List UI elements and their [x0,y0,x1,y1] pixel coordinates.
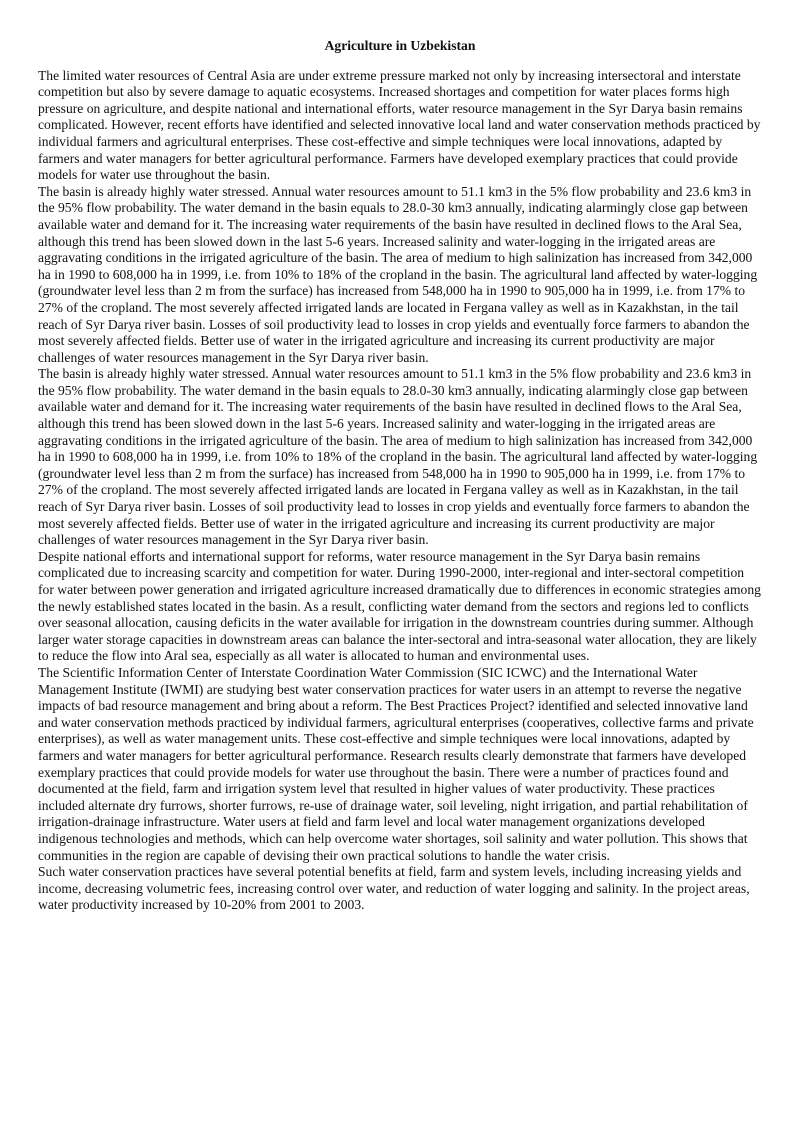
paragraph-national-efforts: Despite national efforts and international support for reforms, water resource management in the Syr Darya basin remains complicated due to increasing scarcity and competition for water. During 1990-2000, inter-regional and inter-sectoral competition for water between power generation and irrigated agriculture increased dramatically due to differences in economic strategies among the newly established states located in the basin. As a result, conflicting water demand from the sectors and regions led to conflicts over seasonal allocation, causing deficits in the water available for irrigation in the downstream countries during summer. Although larger water storage capacities in downstream areas can balance the inter-sectoral and intra-seasonal water allocation, they are likely to reduce the flow into Aral sea, especially as all water is allocated to human and environmental uses. [38,548,761,664]
paragraph-intro: The limited water resources of Central Asia are under extreme pressure marked not only by increasing intersectoral and interstate competition but also by severe damage to aquatic ecosystems. Increased shortages and competition for water places forms high pressure on agriculture, and despite national and international efforts, water resource management in the Syr Darya basin remains complicated. However, recent efforts have identified and selected innovative local land and water conservation methods practiced by individual farmers and agricultural enterprises. These cost-effective and simple techniques were local innovations, adapted by farmers and water managers for better agricultural performance. Farmers have developed exemplary practices that could provide models for water use throughout the basin. [38,67,761,183]
paragraph-sic-icwc-study: The Scientific Information Center of Interstate Coordination Water Commission (SIC ICWC) and the International Water Management Institute (IWMI) are studying best water conservation practices for water users in an attempt to reverse the negative impacts of bad resource management and bring about a reform. The Best Practices Project? identified and selected innovative land and water conservation methods practiced by individual farmers, agricultural enterprises (cooperatives, collective farms and private enterprises), as well as water management units. These cost-effective and simple techniques were local innovations, adapted by farmers and water managers for better agricultural performance. Research results clearly demonstrate that farmers have developed exemplary practices that could provide models for water use throughout the basin. There were a number of practices found and documented at the field, farm and irrigation system level that resulted in higher values of water productivity. These practices included alternate dry furrows, shorter furrows, re-use of drainage water, soil leveling, night irrigation, and partial rehabilitation of irrigation-drainage infrastructure. Water users at field and farm level and local water management organizations developed indigenous technologies and methods, which can help overcome water shortages, soil salinity and water pollution. This shows that communities in the region are capable of devising their own practical solutions to handle the water crisis. [38,664,754,863]
paragraph-water-stress-repeat: The basin is already highly water stressed. Annual water resources amount to 51.1 km3 in the 5% flow probability and 23.6 km3 in the 95% flow probability. The water demand in the basin equals to 28.0-30 km3 annually, indicating alarmingly close gap between available water and demand for it. The increasing water requirements of the basin have resulted in declined flows to the Aral Sea, although this trend has been slowed down in the last 5-6 years. Increased salinity and water-logging in the irrigated areas are aggravating conditions in the irrigated agriculture of the basin. The area of medium to high salinization has increased from 342,000 ha in 1990 to 608,000 ha in 1999, i.e. from 10% to 18% of the cropland in the basin. The agricultural land affected by water-logging (groundwater level less than 2 m from the surface) has increased from 548,000 ha in 1990 to 905,000 ha in 1999, i.e. from 17% to 27% of the cropland. The most severely affected irrigated lands are located in Fergana valley as well as in Kazakhstan, in the tail reach of Syr Darya river basin. Losses of soil productivity lead to losses in crop yields and eventually force farmers to abandon the most severely affected fields. Better use of water in the irrigated agriculture and increasing its current productivity are major challenges of water resources management in the Syr Darya river basin. [38,366,758,548]
paragraph-water-stress: The basin is already highly water stressed. Annual water resources amount to 51.1 km3 in the 5% flow probability and 23.6 km3 in the 95% flow probability. The water demand in the basin equals to 28.0-30 km3 annually, indicating alarmingly close gap between available water and demand for it. The increasing water requirements of the basin have resulted in declined flows to the Aral Sea, although this trend has been slowed down in the last 5-6 years. Increased salinity and water-logging in the irrigated areas are aggravating conditions in the irrigated agriculture of the basin. The area of medium to high salinization has increased from 342,000 ha in 1990 to 608,000 ha in 1999, i.e. from 10% to 18% of the cropland in the basin. The agricultural land affected by water-logging (groundwater level less than 2 m from the surface) has increased from 548,000 ha in 1990 to 905,000 ha in 1999, i.e. from 17% to 27% of the cropland. The most severely affected irrigated lands are located in Fergana valley as well as in Kazakhstan, in the tail reach of Syr Darya river basin. Losses of soil productivity lead to losses in crop yields and eventually force farmers to abandon the most severely affected fields. Better use of water in the irrigated agriculture and increasing its current productivity are major challenges of water resources management in the Syr Darya river basin. [38,183,758,365]
paragraph-benefits: Such water conservation practices have several potential benefits at field, farm and system levels, including increasing yields and income, decreasing volumetric fees, increasing control over water, and reduction of water logging and salinity. In the project areas, water productivity increased by 10-20% from 2001 to 2003. [38,864,750,913]
document-page [38,38,762,914]
document-title: Agriculture in Uzbekistan [324,38,476,53]
